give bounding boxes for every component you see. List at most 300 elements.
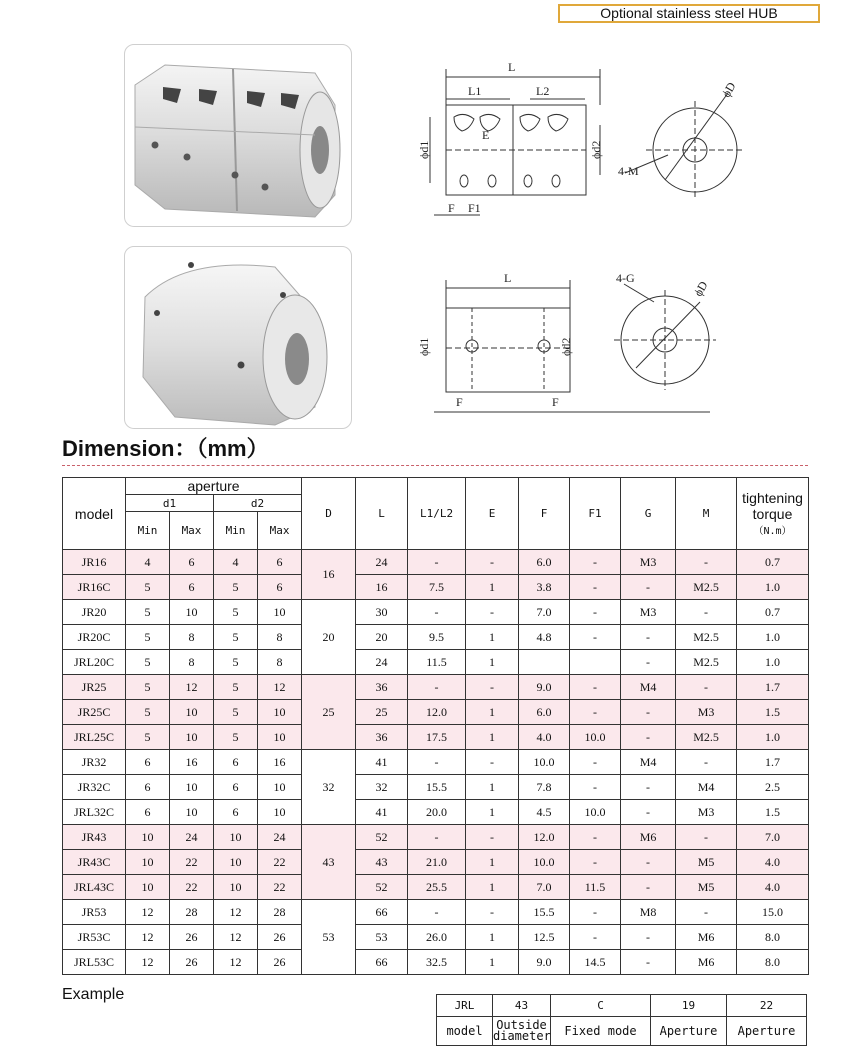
cell-L1L2: -	[408, 550, 466, 575]
cell-L: 32	[356, 775, 408, 800]
cell-d1-min: 10	[126, 875, 170, 900]
cell-E: -	[466, 550, 519, 575]
cell-d1-max: 6	[170, 575, 214, 600]
cell-M: M2.5	[676, 575, 737, 600]
cell-L: 25	[356, 700, 408, 725]
header-torque-line1: tightening	[742, 490, 803, 506]
cell-d2-min: 12	[214, 950, 258, 975]
drawing2-D: ϕD	[690, 278, 711, 299]
cell-model: JR53	[63, 900, 126, 925]
header-torque-line2: torque	[752, 506, 793, 522]
hub-option-label: Optional stainless steel HUB	[558, 4, 820, 23]
cell-L: 16	[356, 575, 408, 600]
cell-F1: -	[570, 550, 621, 575]
dimension-table-body	[63, 550, 809, 975]
header-M: M	[676, 478, 737, 550]
dimension-table	[62, 477, 809, 975]
example-label: Example	[62, 986, 125, 1003]
header-D: D	[302, 478, 356, 550]
cell-L: 41	[356, 800, 408, 825]
cell-L1L2: 12.0	[408, 700, 466, 725]
header-torque	[737, 478, 809, 550]
header-aperture: aperture	[126, 478, 302, 495]
cell-torque: 4.0	[737, 850, 809, 875]
cell-F1: -	[570, 850, 621, 875]
cell-M: M2.5	[676, 650, 737, 675]
cell-G: -	[621, 625, 676, 650]
cell-d1-min: 5	[126, 600, 170, 625]
cell-D: 25	[302, 675, 356, 750]
table-row	[63, 775, 809, 800]
cell-E: 1	[466, 575, 519, 600]
cell-E: 1	[466, 925, 519, 950]
drawing2-F-left: F	[456, 395, 463, 409]
cell-F1: -	[570, 600, 621, 625]
header-d1: d1	[126, 495, 214, 512]
cell-model: JR43	[63, 825, 126, 850]
cell-L: 41	[356, 750, 408, 775]
cell-L: 53	[356, 925, 408, 950]
cell-d1-min: 5	[126, 725, 170, 750]
cell-F1: 14.5	[570, 950, 621, 975]
cell-F: 4.0	[519, 725, 570, 750]
cell-M: M5	[676, 875, 737, 900]
dimension-title: Dimension：（mm）	[62, 436, 269, 461]
cell-E: -	[466, 825, 519, 850]
table-row	[63, 600, 809, 625]
cell-F1: -	[570, 900, 621, 925]
table-row	[63, 550, 809, 575]
cell-d2-min: 5	[214, 575, 258, 600]
cell-F: 4.5	[519, 800, 570, 825]
cell-M: M3	[676, 800, 737, 825]
cell-F: 6.0	[519, 550, 570, 575]
cell-G: -	[621, 850, 676, 875]
cell-L1L2: 20.0	[408, 800, 466, 825]
setscrew-coupling-photo	[124, 246, 352, 429]
cell-D: 16	[302, 550, 356, 600]
cell-d2-max: 6	[258, 575, 302, 600]
cell-d1-min: 5	[126, 625, 170, 650]
cell-L: 24	[356, 550, 408, 575]
cell-d2-max: 26	[258, 950, 302, 975]
cell-d1-max: 10	[170, 800, 214, 825]
cell-L: 66	[356, 900, 408, 925]
cell-L1L2: -	[408, 675, 466, 700]
example-diameter: 43	[493, 995, 551, 1017]
cell-L1L2: 17.5	[408, 725, 466, 750]
cell-L1L2: 21.0	[408, 850, 466, 875]
cell-F: 12.5	[519, 925, 570, 950]
cell-F: 10.0	[519, 850, 570, 875]
cell-torque: 1.0	[737, 725, 809, 750]
cell-G: -	[621, 650, 676, 675]
cell-F1: -	[570, 675, 621, 700]
cell-d1-min: 12	[126, 950, 170, 975]
cell-torque: 1.0	[737, 625, 809, 650]
cell-d2-min: 6	[214, 750, 258, 775]
cell-d1-max: 10	[170, 600, 214, 625]
cell-E: 1	[466, 725, 519, 750]
cell-d2-min: 10	[214, 875, 258, 900]
cell-L: 52	[356, 875, 408, 900]
cell-d2-max: 12	[258, 675, 302, 700]
cell-model: JR20	[63, 600, 126, 625]
cell-torque: 1.5	[737, 800, 809, 825]
cell-d1-min: 12	[126, 925, 170, 950]
drawing1-L2: L2	[536, 84, 550, 98]
cell-d1-min: 5	[126, 650, 170, 675]
header-E: E	[466, 478, 519, 550]
drawing2-F-right: F	[552, 395, 559, 409]
drawing1-L: L	[508, 60, 516, 74]
cell-d1-max: 22	[170, 850, 214, 875]
cell-d2-max: 6	[258, 550, 302, 575]
example-aperture-label1: Aperture	[651, 1017, 727, 1046]
example-aperture1: 19	[651, 995, 727, 1017]
drawing1-F: F	[448, 201, 455, 215]
cell-M: -	[676, 675, 737, 700]
cell-d1-max: 10	[170, 725, 214, 750]
cell-model: JRL43C	[63, 875, 126, 900]
cell-G: M8	[621, 900, 676, 925]
cell-d2-min: 6	[214, 775, 258, 800]
drawing1-E: E	[482, 128, 490, 142]
clamp-coupling-drawing	[410, 55, 760, 225]
example-table	[436, 994, 807, 1046]
divider	[62, 465, 808, 466]
header-F1: F1	[570, 478, 621, 550]
cell-d1-max: 26	[170, 925, 214, 950]
example-outside-line2: diameter	[493, 1029, 551, 1043]
cell-d1-min: 6	[126, 800, 170, 825]
cell-L1L2: 32.5	[408, 950, 466, 975]
cell-torque: 8.0	[737, 925, 809, 950]
example-outside-diameter	[493, 1017, 551, 1046]
cell-torque: 1.0	[737, 650, 809, 675]
cell-model: JRL25C	[63, 725, 126, 750]
cell-d2-max: 8	[258, 625, 302, 650]
cell-E: 1	[466, 625, 519, 650]
cell-d1-min: 5	[126, 700, 170, 725]
table-row	[63, 875, 809, 900]
cell-d1-min: 10	[126, 850, 170, 875]
cell-model: JR16	[63, 550, 126, 575]
cell-L1L2: 11.5	[408, 650, 466, 675]
clamp-coupling-photo	[124, 44, 352, 227]
cell-F1	[570, 650, 621, 675]
drawing1-F1: F1	[468, 201, 481, 215]
cell-F1: -	[570, 700, 621, 725]
cell-L1L2: 9.5	[408, 625, 466, 650]
cell-torque: 15.0	[737, 900, 809, 925]
cell-d1-max: 8	[170, 625, 214, 650]
cell-E: -	[466, 900, 519, 925]
cell-torque: 0.7	[737, 600, 809, 625]
cell-d2-max: 22	[258, 850, 302, 875]
cell-G: -	[621, 575, 676, 600]
table-row	[63, 650, 809, 675]
cell-L1L2: 15.5	[408, 775, 466, 800]
table-row	[63, 750, 809, 775]
cell-E: 1	[466, 650, 519, 675]
cell-F: 6.0	[519, 700, 570, 725]
table-row	[63, 575, 809, 600]
cell-F	[519, 650, 570, 675]
header-G: G	[621, 478, 676, 550]
cell-d2-max: 10	[258, 800, 302, 825]
cell-G: -	[621, 875, 676, 900]
cell-L1L2: 7.5	[408, 575, 466, 600]
cell-torque: 2.5	[737, 775, 809, 800]
cell-M: -	[676, 550, 737, 575]
example-outside-line1: Outside	[496, 1018, 547, 1032]
cell-torque: 1.0	[737, 575, 809, 600]
header-d2-max: Max	[258, 512, 302, 550]
header-L1L2: L1/L2	[408, 478, 466, 550]
cell-L: 66	[356, 950, 408, 975]
table-row	[63, 850, 809, 875]
drawing1-d2: ϕd2	[589, 140, 603, 159]
cell-torque: 0.7	[737, 550, 809, 575]
header-d2-min: Min	[214, 512, 258, 550]
cell-d2-min: 5	[214, 650, 258, 675]
cell-E: 1	[466, 875, 519, 900]
cell-E: -	[466, 600, 519, 625]
cell-L: 30	[356, 600, 408, 625]
cell-L1L2: -	[408, 600, 466, 625]
cell-d1-max: 10	[170, 775, 214, 800]
cell-d2-min: 5	[214, 725, 258, 750]
cell-M: M2.5	[676, 725, 737, 750]
cell-model: JRL32C	[63, 800, 126, 825]
cell-E: 1	[466, 775, 519, 800]
cell-L: 20	[356, 625, 408, 650]
cell-D: 43	[302, 825, 356, 900]
cell-G: -	[621, 925, 676, 950]
cell-d1-max: 6	[170, 550, 214, 575]
drawing2-G: 4-G	[616, 271, 635, 285]
cell-model: JR32C	[63, 775, 126, 800]
cell-E: -	[466, 750, 519, 775]
cell-F1: -	[570, 625, 621, 650]
cell-d2-max: 24	[258, 825, 302, 850]
table-row	[63, 700, 809, 725]
cell-d1-max: 26	[170, 950, 214, 975]
cell-F1: 10.0	[570, 800, 621, 825]
cell-M: -	[676, 750, 737, 775]
cell-D: 32	[302, 750, 356, 825]
cell-E: 1	[466, 700, 519, 725]
cell-F: 7.8	[519, 775, 570, 800]
table-row	[63, 925, 809, 950]
cell-G: -	[621, 950, 676, 975]
header-model: model	[63, 478, 126, 550]
cell-d1-min: 10	[126, 825, 170, 850]
setscrew-coupling-drawing	[410, 268, 760, 418]
example-mode: C	[551, 995, 651, 1017]
cell-L: 43	[356, 850, 408, 875]
example-aperture2: 22	[727, 995, 807, 1017]
cell-M: -	[676, 600, 737, 625]
cell-d2-min: 5	[214, 625, 258, 650]
cell-model: JR53C	[63, 925, 126, 950]
cell-d1-max: 28	[170, 900, 214, 925]
cell-F1: -	[570, 775, 621, 800]
cell-d2-max: 10	[258, 700, 302, 725]
cell-M: M5	[676, 850, 737, 875]
cell-D: 20	[302, 600, 356, 675]
cell-G: -	[621, 775, 676, 800]
cell-F: 9.0	[519, 950, 570, 975]
cell-G: M3	[621, 550, 676, 575]
cell-d2-min: 5	[214, 700, 258, 725]
drawing1-L1: L1	[468, 84, 482, 98]
cell-D: 53	[302, 900, 356, 975]
cell-M: -	[676, 900, 737, 925]
cell-d2-min: 10	[214, 850, 258, 875]
cell-L: 36	[356, 725, 408, 750]
example-series: JRL	[437, 995, 493, 1017]
cell-G: M4	[621, 750, 676, 775]
cell-torque: 1.7	[737, 675, 809, 700]
cell-d2-max: 8	[258, 650, 302, 675]
cell-d1-min: 5	[126, 675, 170, 700]
cell-d2-max: 10	[258, 600, 302, 625]
cell-F: 12.0	[519, 825, 570, 850]
header-d2: d2	[214, 495, 302, 512]
header-torque-unit: （N.m）	[753, 526, 792, 537]
cell-torque: 1.5	[737, 700, 809, 725]
cell-G: M3	[621, 600, 676, 625]
cell-d2-min: 6	[214, 800, 258, 825]
cell-F1: 10.0	[570, 725, 621, 750]
cell-d1-max: 10	[170, 700, 214, 725]
cell-G: -	[621, 800, 676, 825]
cell-L: 24	[356, 650, 408, 675]
cell-d1-min: 12	[126, 900, 170, 925]
cell-model: JR16C	[63, 575, 126, 600]
cell-d1-min: 6	[126, 775, 170, 800]
table-row	[63, 725, 809, 750]
cell-d2-min: 5	[214, 600, 258, 625]
cell-F1: -	[570, 925, 621, 950]
cell-L1L2: 26.0	[408, 925, 466, 950]
example-aperture-label2: Aperture	[727, 1017, 807, 1046]
table-row	[63, 625, 809, 650]
drawing1-M: 4-M	[618, 164, 639, 178]
cell-d2-min: 10	[214, 825, 258, 850]
cell-L1L2: 25.5	[408, 875, 466, 900]
table-row	[63, 825, 809, 850]
cell-E: 1	[466, 800, 519, 825]
table-row	[63, 675, 809, 700]
cell-M: M2.5	[676, 625, 737, 650]
header-d1-max: Max	[170, 512, 214, 550]
cell-d1-min: 6	[126, 750, 170, 775]
cell-E: -	[466, 675, 519, 700]
cell-d1-max: 16	[170, 750, 214, 775]
cell-d1-min: 5	[126, 575, 170, 600]
cell-d2-max: 10	[258, 775, 302, 800]
cell-F1: -	[570, 825, 621, 850]
cell-d1-max: 22	[170, 875, 214, 900]
cell-d2-max: 26	[258, 925, 302, 950]
cell-d2-max: 16	[258, 750, 302, 775]
cell-F1: -	[570, 575, 621, 600]
cell-M: M6	[676, 925, 737, 950]
cell-d2-min: 5	[214, 675, 258, 700]
cell-L1L2: -	[408, 750, 466, 775]
cell-L: 36	[356, 675, 408, 700]
cell-d2-min: 12	[214, 925, 258, 950]
cell-torque: 4.0	[737, 875, 809, 900]
cell-F: 7.0	[519, 875, 570, 900]
example-model-label: model	[437, 1017, 493, 1046]
drawing1-d1: ϕd1	[417, 140, 431, 159]
cell-G: -	[621, 700, 676, 725]
cell-E: 1	[466, 950, 519, 975]
cell-torque: 1.7	[737, 750, 809, 775]
cell-model: JRL53C	[63, 950, 126, 975]
cell-F: 3.8	[519, 575, 570, 600]
table-row	[63, 950, 809, 975]
cell-L1L2: -	[408, 825, 466, 850]
cell-F: 4.8	[519, 625, 570, 650]
cell-F: 15.5	[519, 900, 570, 925]
drawing1-D: ϕD	[718, 79, 739, 100]
cell-M: M3	[676, 700, 737, 725]
cell-d2-min: 12	[214, 900, 258, 925]
drawing2-d2: ϕd2	[559, 337, 573, 356]
cell-F: 9.0	[519, 675, 570, 700]
cell-F: 7.0	[519, 600, 570, 625]
cell-model: JRL20C	[63, 650, 126, 675]
cell-d1-max: 8	[170, 650, 214, 675]
header-F: F	[519, 478, 570, 550]
cell-M: M6	[676, 950, 737, 975]
cell-model: JR32	[63, 750, 126, 775]
cell-torque: 7.0	[737, 825, 809, 850]
cell-F1: 11.5	[570, 875, 621, 900]
cell-torque: 8.0	[737, 950, 809, 975]
cell-d1-max: 12	[170, 675, 214, 700]
cell-E: 1	[466, 850, 519, 875]
cell-model: JR43C	[63, 850, 126, 875]
example-fixed-mode: Fixed mode	[551, 1017, 651, 1046]
cell-model: JR25	[63, 675, 126, 700]
cell-G: -	[621, 725, 676, 750]
cell-L: 52	[356, 825, 408, 850]
cell-d2-min: 4	[214, 550, 258, 575]
cell-F: 10.0	[519, 750, 570, 775]
table-row	[63, 800, 809, 825]
header-d1-min: Min	[126, 512, 170, 550]
cell-d1-max: 24	[170, 825, 214, 850]
cell-model: JR20C	[63, 625, 126, 650]
cell-L1L2: -	[408, 900, 466, 925]
cell-M: -	[676, 825, 737, 850]
drawing2-d1: ϕd1	[417, 337, 431, 356]
cell-d2-max: 10	[258, 725, 302, 750]
cell-d2-max: 28	[258, 900, 302, 925]
table-row	[63, 900, 809, 925]
cell-G: M6	[621, 825, 676, 850]
cell-M: M4	[676, 775, 737, 800]
header-L: L	[356, 478, 408, 550]
cell-G: M4	[621, 675, 676, 700]
cell-d1-min: 4	[126, 550, 170, 575]
